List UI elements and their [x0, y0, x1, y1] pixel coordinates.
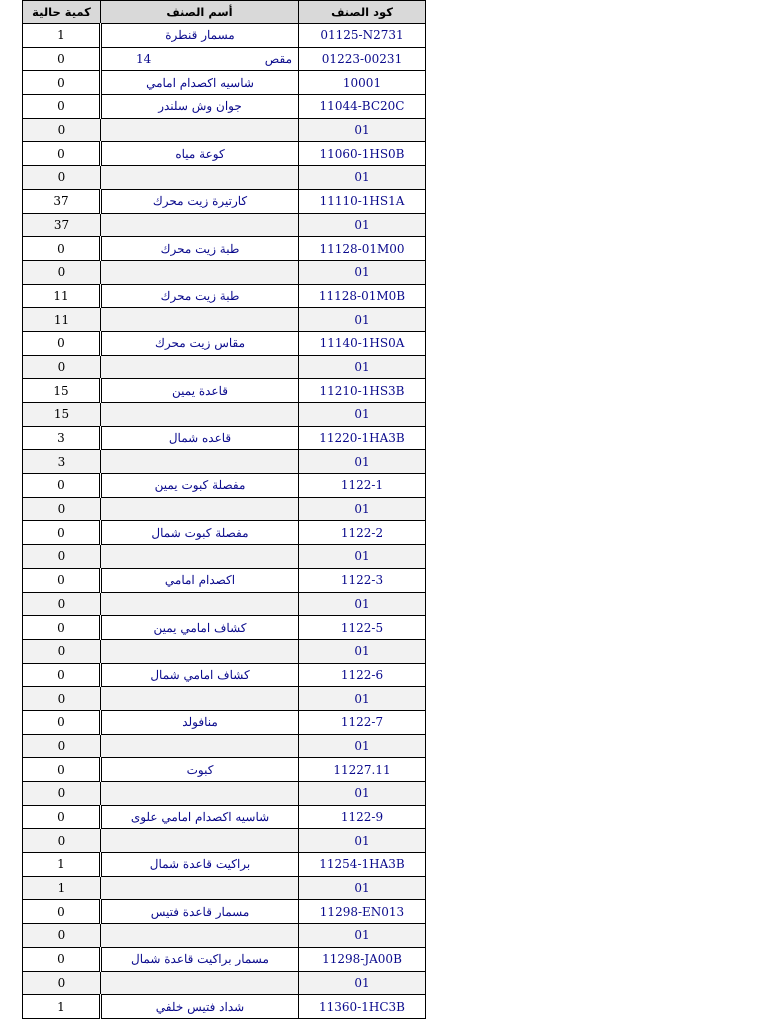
table-row	[23, 213, 426, 237]
item-name-text: كارتيرة زيت محرك	[152, 194, 248, 209]
table-row	[23, 403, 426, 427]
header-code: كود الصنف	[299, 1, 426, 24]
cell-item-name	[101, 24, 299, 48]
cell-item-code: 1122-7	[299, 710, 426, 734]
item-name-text: جوان وش سلندر	[158, 99, 242, 114]
cell-item-code: 1122-3	[299, 568, 426, 592]
cell-item-code: 01	[299, 639, 426, 663]
cell-item-code: 1122-9	[299, 805, 426, 829]
cell-item-name	[101, 639, 299, 663]
cell-item-code: 11298-EN013	[299, 900, 426, 924]
cell-item-name	[101, 95, 299, 119]
cell-item-name	[101, 971, 299, 995]
table-row	[23, 710, 426, 734]
cell-item-code: 01	[299, 876, 426, 900]
table-row	[23, 355, 426, 379]
cell-item-code: 10001	[299, 71, 426, 95]
cell-item-name	[101, 995, 299, 1019]
item-name-text: مسمار براكيت قاعدة شمال	[131, 952, 269, 967]
cell-item-code: 01223-00231	[299, 47, 426, 71]
cell-quantity: 3	[23, 450, 101, 474]
table-row	[23, 734, 426, 758]
cell-quantity: 0	[23, 47, 101, 71]
item-name-text: اكصدام امامي	[164, 573, 236, 588]
item-name-text: طبة زيت محرك	[160, 288, 240, 303]
table-row	[23, 142, 426, 166]
cell-item-name	[101, 260, 299, 284]
cell-quantity: 0	[23, 95, 101, 119]
table-row	[23, 592, 426, 616]
cell-item-name	[101, 71, 299, 95]
table-row	[23, 260, 426, 284]
cell-quantity: 0	[23, 331, 101, 355]
cell-quantity: 0	[23, 118, 101, 142]
item-name-text: قاعده شمال	[168, 431, 232, 446]
table-row	[23, 521, 426, 545]
item-name-text: مفصلة كبوت يمين	[154, 478, 246, 493]
cell-item-code: 1122-2	[299, 521, 426, 545]
table-row	[23, 971, 426, 995]
table-row	[23, 947, 426, 971]
cell-item-code: 01	[299, 308, 426, 332]
table-row	[23, 782, 426, 806]
cell-quantity: 3	[23, 426, 101, 450]
cell-item-name	[101, 450, 299, 474]
cell-quantity: 0	[23, 355, 101, 379]
cell-quantity: 0	[23, 758, 101, 782]
cell-item-name	[101, 710, 299, 734]
table-row	[23, 474, 426, 498]
table-row	[23, 829, 426, 853]
table-row	[23, 308, 426, 332]
cell-item-name	[101, 687, 299, 711]
cell-quantity: 0	[23, 237, 101, 261]
table-row	[23, 639, 426, 663]
cell-item-code: 01	[299, 355, 426, 379]
cell-item-name	[101, 592, 299, 616]
cell-item-name	[101, 616, 299, 640]
cell-quantity: 37	[23, 213, 101, 237]
cell-item-name	[101, 403, 299, 427]
cell-quantity: 0	[23, 616, 101, 640]
cell-quantity: 11	[23, 308, 101, 332]
cell-item-code: 11128-01M0B	[299, 284, 426, 308]
cell-item-name	[101, 805, 299, 829]
cell-quantity: 0	[23, 568, 101, 592]
item-name-text: قاعدة يمين	[172, 383, 228, 398]
table-row	[23, 497, 426, 521]
cell-quantity: 0	[23, 497, 101, 521]
cell-quantity: 0	[23, 947, 101, 971]
cell-item-name	[101, 663, 299, 687]
cell-quantity: 37	[23, 189, 101, 213]
table-row	[23, 758, 426, 782]
table-row	[23, 876, 426, 900]
cell-item-name	[101, 426, 299, 450]
item-name-text: شاسيه اكصدام امامي علوى	[130, 810, 270, 825]
cell-item-code: 01	[299, 829, 426, 853]
table-row	[23, 24, 426, 48]
item-name-text: براكيت قاعدة شمال	[149, 857, 251, 872]
table-row	[23, 331, 426, 355]
cell-item-code: 11210-1HS3B	[299, 379, 426, 403]
cell-item-code: 01	[299, 403, 426, 427]
cell-quantity: 0	[23, 639, 101, 663]
cell-item-name	[101, 947, 299, 971]
cell-quantity: 0	[23, 592, 101, 616]
cell-item-code: 01	[299, 497, 426, 521]
cell-quantity: 15	[23, 379, 101, 403]
item-name-text: كشاف امامي يمين	[153, 620, 247, 635]
cell-item-code: 01	[299, 924, 426, 948]
table-body	[23, 24, 426, 1019]
cell-item-code: 01	[299, 687, 426, 711]
header-name: أسم الصنف	[101, 1, 299, 24]
cell-quantity: 0	[23, 166, 101, 190]
cell-quantity: 0	[23, 971, 101, 995]
item-name-text: طبة زيت محرك	[160, 241, 240, 256]
cell-quantity: 1	[23, 995, 101, 1019]
item-name-text: منافولد	[182, 715, 218, 730]
cell-item-name	[101, 829, 299, 853]
header-row	[23, 1, 426, 24]
cell-item-code: 11220-1HA3B	[299, 426, 426, 450]
item-name-text: مسمار قنطرة	[165, 28, 235, 43]
table-row	[23, 924, 426, 948]
cell-item-code: 1122-1	[299, 474, 426, 498]
cell-item-name	[101, 308, 299, 332]
table-row	[23, 805, 426, 829]
table-row	[23, 379, 426, 403]
cell-quantity: 0	[23, 687, 101, 711]
cell-item-code: 01125-N2731	[299, 24, 426, 48]
cell-item-code: 01	[299, 545, 426, 569]
cell-item-code: 01	[299, 592, 426, 616]
cell-item-code: 11128-01M00	[299, 237, 426, 261]
table-row	[23, 237, 426, 261]
cell-quantity: 0	[23, 924, 101, 948]
item-name-text: مفصلة كبوت شمال	[151, 525, 249, 540]
cell-quantity: 0	[23, 142, 101, 166]
cell-item-code: 11254-1HA3B	[299, 853, 426, 877]
cell-item-name	[101, 284, 299, 308]
table-row	[23, 616, 426, 640]
cell-item-code: 11227.11	[299, 758, 426, 782]
cell-quantity: 0	[23, 521, 101, 545]
cell-quantity: 0	[23, 782, 101, 806]
cell-item-name	[101, 545, 299, 569]
cell-item-name	[101, 166, 299, 190]
cell-item-name	[101, 47, 299, 71]
cell-quantity: 1	[23, 853, 101, 877]
cell-item-code: 1122-5	[299, 616, 426, 640]
table-row	[23, 663, 426, 687]
table-row	[23, 568, 426, 592]
item-name-text: مقاس زيت محرك	[154, 336, 246, 351]
table-row	[23, 853, 426, 877]
table-row	[23, 426, 426, 450]
cell-quantity: 0	[23, 474, 101, 498]
item-name-text: مسمار قاعدة فتيس	[150, 904, 250, 919]
cell-quantity: 11	[23, 284, 101, 308]
item-name-text: شاسيه اكصدام امامي	[146, 75, 254, 90]
cell-item-code: 11140-1HS0A	[299, 331, 426, 355]
cell-quantity: 1	[23, 24, 101, 48]
cell-quantity: 0	[23, 734, 101, 758]
cell-item-name	[101, 521, 299, 545]
header-qty: كمية حالية	[23, 1, 101, 24]
item-name-group	[102, 52, 298, 66]
cell-item-code: 01	[299, 450, 426, 474]
inventory-table	[22, 0, 426, 1019]
cell-item-code: 01	[299, 734, 426, 758]
cell-quantity: 0	[23, 71, 101, 95]
table-row	[23, 900, 426, 924]
item-name-text: كوعة مياه	[175, 146, 225, 161]
cell-quantity: 15	[23, 403, 101, 427]
cell-quantity: 0	[23, 260, 101, 284]
cell-item-code: 01	[299, 260, 426, 284]
table-row	[23, 545, 426, 569]
cell-quantity: 0	[23, 710, 101, 734]
table-row	[23, 450, 426, 474]
table-row	[23, 71, 426, 95]
cell-item-name	[101, 355, 299, 379]
cell-quantity: 0	[23, 545, 101, 569]
cell-item-code: 1122-6	[299, 663, 426, 687]
table-row	[23, 95, 426, 119]
cell-item-name	[101, 379, 299, 403]
cell-item-name	[101, 568, 299, 592]
cell-item-code: 11110-1HS1A	[299, 189, 426, 213]
cell-item-name	[101, 331, 299, 355]
cell-item-name	[101, 142, 299, 166]
cell-item-code: 11060-1HS0B	[299, 142, 426, 166]
cell-item-name	[101, 876, 299, 900]
cell-item-name	[101, 497, 299, 521]
cell-item-name	[101, 118, 299, 142]
cell-item-code: 01	[299, 213, 426, 237]
table-row	[23, 166, 426, 190]
cell-quantity: 0	[23, 829, 101, 853]
table-row	[23, 995, 426, 1019]
cell-item-code: 11044-BC20C	[299, 95, 426, 119]
cell-item-code: 01	[299, 971, 426, 995]
table-row	[23, 189, 426, 213]
cell-quantity: 0	[23, 900, 101, 924]
item-name-extra: 14	[136, 52, 152, 67]
cell-quantity: 0	[23, 663, 101, 687]
cell-item-name	[101, 189, 299, 213]
cell-item-name	[101, 900, 299, 924]
table-row	[23, 47, 426, 71]
cell-item-code: 01	[299, 166, 426, 190]
table-row	[23, 687, 426, 711]
item-name-text: شداد فتيس خلفي	[155, 999, 245, 1014]
cell-item-name	[101, 213, 299, 237]
item-name-text: كشاف امامي شمال	[150, 667, 250, 682]
cell-item-name	[101, 758, 299, 782]
cell-item-name	[101, 237, 299, 261]
cell-item-code: 01	[299, 782, 426, 806]
table-row	[23, 118, 426, 142]
cell-quantity: 0	[23, 805, 101, 829]
item-name-text: كبوت	[186, 762, 214, 777]
item-name-text: مقص	[264, 52, 292, 67]
cell-item-name	[101, 924, 299, 948]
table-row	[23, 284, 426, 308]
cell-item-name	[101, 734, 299, 758]
cell-item-code: 11298-JA00B	[299, 947, 426, 971]
cell-item-name	[101, 782, 299, 806]
cell-item-name	[101, 474, 299, 498]
cell-quantity: 1	[23, 876, 101, 900]
cell-item-name	[101, 853, 299, 877]
cell-item-code: 01	[299, 118, 426, 142]
cell-item-code: 11360-1HC3B	[299, 995, 426, 1019]
inventory-sheet	[22, 0, 425, 1019]
